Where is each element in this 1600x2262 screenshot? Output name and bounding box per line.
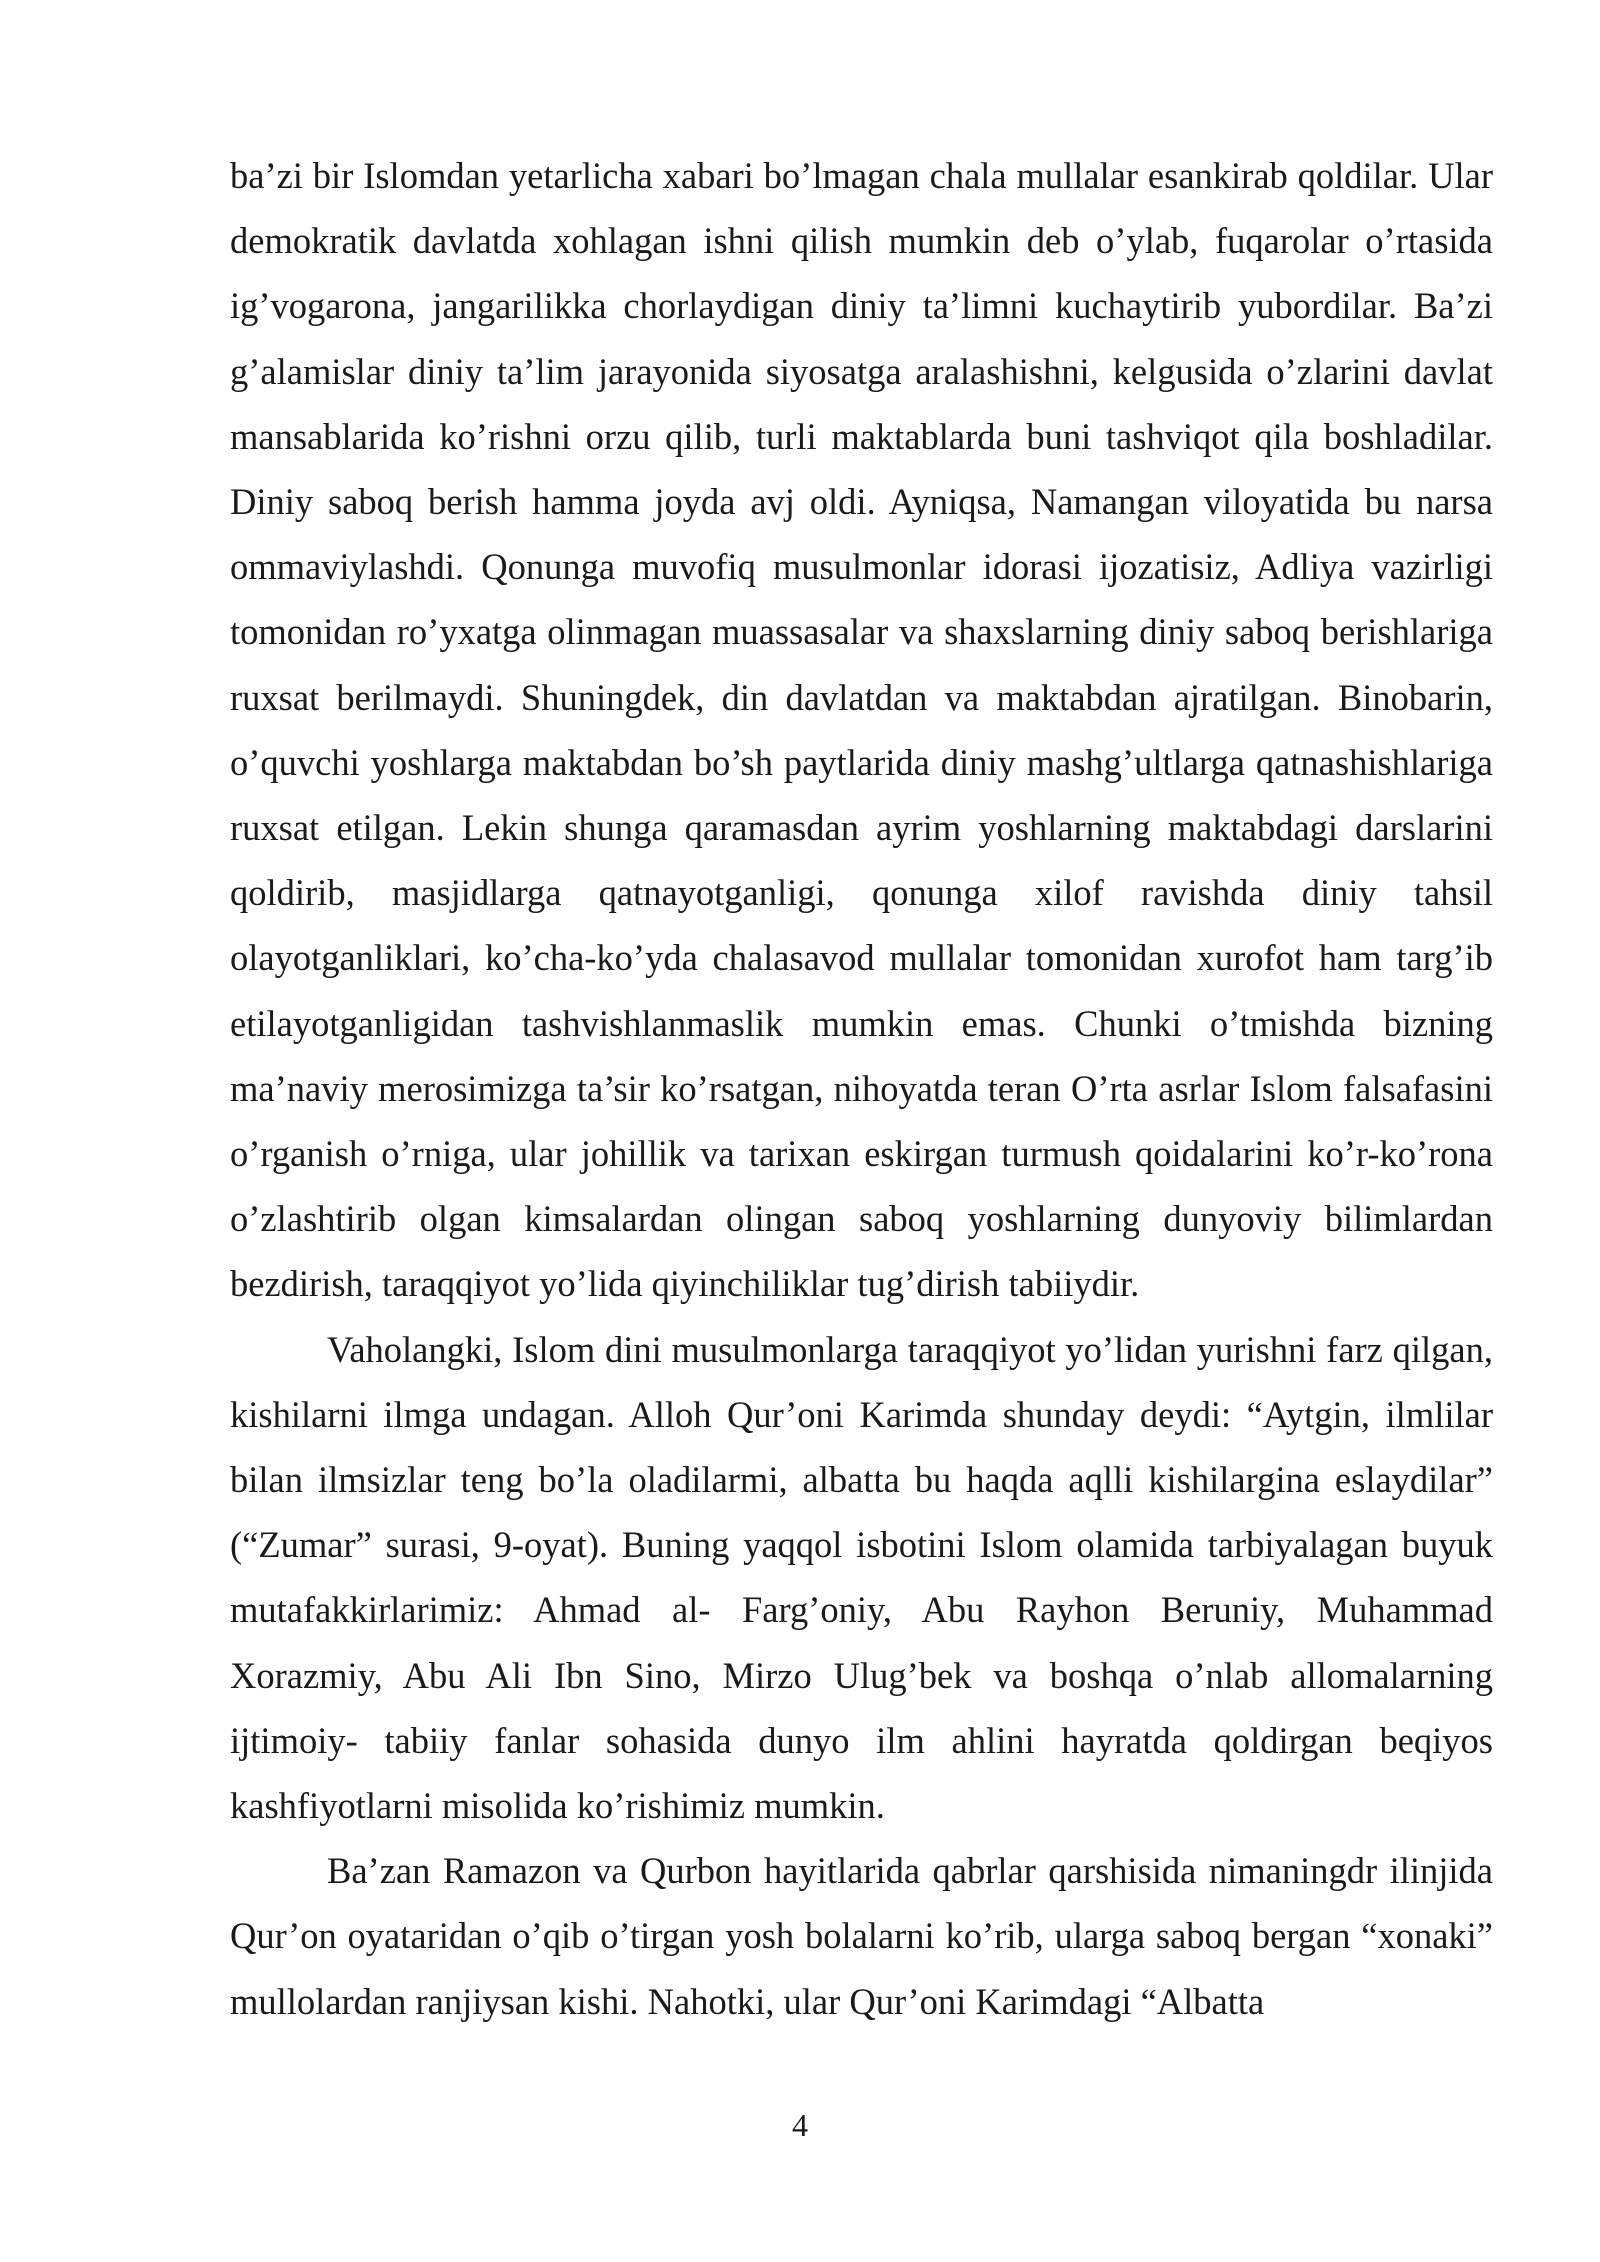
page-number: 4 (792, 2107, 808, 2143)
paragraph-continued: ba’zi bir Islomdan yetarlicha xabari bo’lmagan chala mullalar esankirab qoldilar. Ular demokratik davlatda xohlagan ishni qilish mumkin deb o’ylab, fuqarolar o’rtasida ig’vogarona, jangarilikka chorlaydigan diniy ta’limni kuchaytirib yubordilar. Ba’zi g’alamislar diniy ta’lim jarayonida siyosatga aralashishni, kelgusida o’zlarini davlat mansablarida ko’rishni orzu qilib, turli maktablarda buni tashviqot qila boshladilar. Diniy saboq berish hamma joyda avj oldi. Ayniqsa, Namangan viloyatida bu narsa ommaviylashdi. Qonunga muvofiq musulmonlar idorasi ijozatisiz, Adliya vazirligi tomonidan ro’yxatga olinmagan muassasalar va shaxslarning diniy saboq berishlariga ruxsat berilmaydi. Shuningdek, din davlatdan va maktabdan ajratilgan. Binobarin, o’quvchi yoshlarga maktabdan bo’sh paytlarida diniy mashg’ultlarga qatnashishlariga ruxsat etilgan. Lekin shunga qaramasdan ayrim yoshlarning maktabdagi darslarini qoldirib, masjidlarga qatnayotganligi, qonunga xilof ravishda diniy tahsil olayotganliklari, ko’cha-ko’yda chalasavod mullalar tomonidan xurofot ham targ’ib etilayotganligidan tashvishlanmaslik mumkin emas. Chunki o’tmishda bizning ma’naviy merosimizga ta’sir ko’rsatgan, nihoyatda teran O’rta asrlar Islom falsafasini o’rganish o’rniga, ular johillik va tarixan eskirgan turmush qoidalarini ko’r-ko’rona o’zlashtirib olgan kimsalardan olingan saboq yoshlarning dunyoviy bilimlardan bezdirish, taraqqiyot yo’lida qiyinchiliklar tug’dirish tabiiydir. (230, 155, 1493, 1305)
body-text (230, 143, 1493, 2034)
paragraph-bazan: Ba’zan Ramazon va Qurbon hayitlarida qabrlar qarshisida nimaningdr ilinjida Qur’on oyataridan o’qib o’tirgan yosh bolalarni ko’rib, ularga saboq bergan “xonaki” mullolardan ranjiysan kishi. Nahotki, ular Qur’oni Karimdagi “Albatta (230, 1850, 1493, 2022)
paragraph-vaholangki: Vaholangki, Islom dini musulmonlarga taraqqiyot yo’lidan yurishni farz qilgan, kishilarni ilmga undagan. Alloh Qur’oni Karimda shunday deydi: “Aytgin, ilmlilar bilan ilmsizlar teng bo’la oladilarmi, albatta bu haqda aqlli kishilargina eslaydilar” (“Zumar” surasi, 9-oyat). Buning yaqqol isbotini Islom olamida tarbiyalagan buyuk mutafakkirlarimiz: Ahmad al- Farg’oniy, Abu Rayhon Beruniy, Muhammad Xorazmiy, Abu Ali Ibn Sino, Mirzo Ulug’bek va boshqa o’nlab allomalarning ijtimoiy- tabiiy fanlar sohasida dunyo ilm ahlini hayratda qoldirgan beqiyos kashfiyotlarni misolida ko’rishimiz mumkin. (230, 1328, 1493, 1827)
